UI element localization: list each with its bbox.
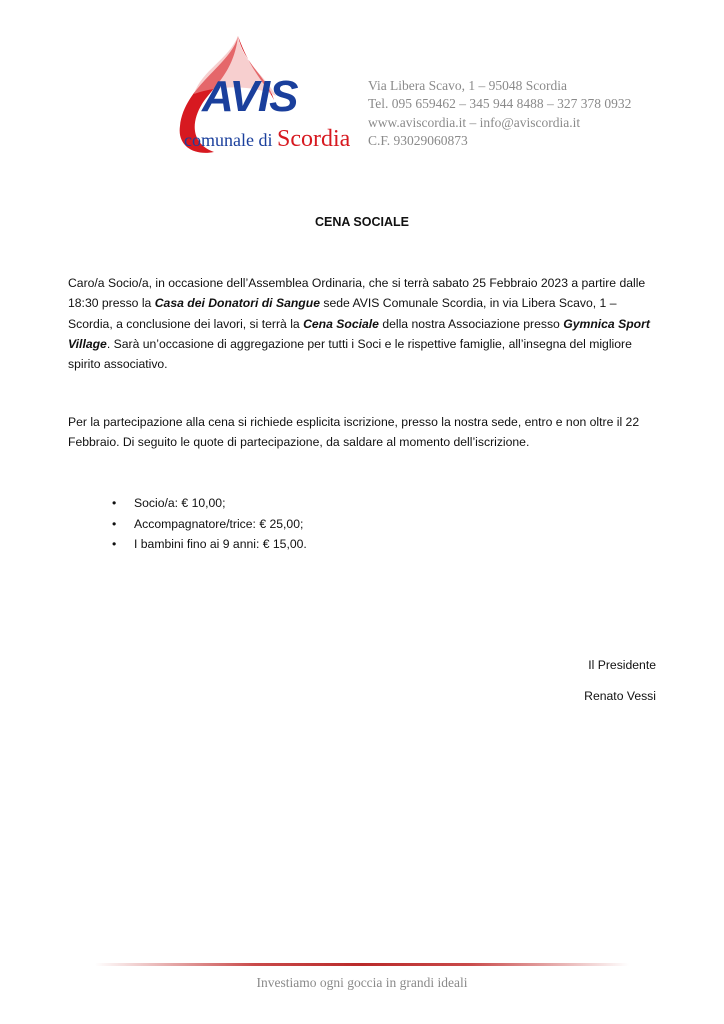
restaurant-name: Gymnica Sport Village [68, 316, 650, 351]
invitation-paragraph: Caro/a Socio/a, in occasione dell’Assemblea Ordinaria, che si terrà sabato 25 Febbraio 2023 a partire dalle 18:30 presso la Casa dei Donatori di Sangue sede AVIS Comunale Scordia, in via Libera Scavo, 1 – Scordia, a conclusione dei lavori, si terrà la Cena Sociale della nostra Associazione presso Gymnica Sport Village. Sarà un’occasione di aggregazione per tutti i Soci e le rispettive famiglie, all’insegna del migliore spirito associativo. [68, 276, 650, 372]
header-contact-info [368, 77, 631, 150]
signature-name: Renato Vessi [584, 689, 656, 703]
tax-code: C.F. 93029060873 [368, 132, 468, 148]
venue-name: Casa dei Donatori di Sangue [154, 296, 320, 311]
address: Via Libera Scavo, 1 – 95048 Scordia [368, 78, 568, 93]
logo-subtitle: comunale di Scordia [184, 126, 351, 152]
footer-divider [95, 963, 629, 966]
phone-numbers: Tel. 095 659462 – 345 944 8488 – 327 378 0932 [368, 96, 632, 112]
logo-city: Scordia [276, 126, 351, 152]
list-item: • Accompagnatore/trice: € 25,00; [112, 514, 307, 535]
list-item: • Socio/a: € 10,00; [112, 493, 307, 514]
web-email: www.aviscordia.it – info@aviscordia.it [368, 114, 581, 130]
avis-wordmark: AVIS [202, 72, 298, 121]
fee-list [112, 493, 307, 555]
event-name: Cena Sociale [303, 316, 379, 331]
registration-paragraph: Per la partecipazione alla cena si richiede esplicita iscrizione, presso la nostra sede, entro e non oltre il 22 Febbraio. Di seguito le quote di partecipazione, da saldare al momento dell’iscrizione. [68, 415, 640, 450]
footer-motto: Investiamo ogni goccia in grandi ideali [256, 975, 468, 990]
signature-role: Il Presidente [588, 658, 656, 672]
list-item: • I bambini fino ai 9 anni: € 15,00. [112, 534, 307, 555]
document-title: CENA SOCIALE [315, 215, 409, 229]
avis-logo [172, 34, 362, 158]
